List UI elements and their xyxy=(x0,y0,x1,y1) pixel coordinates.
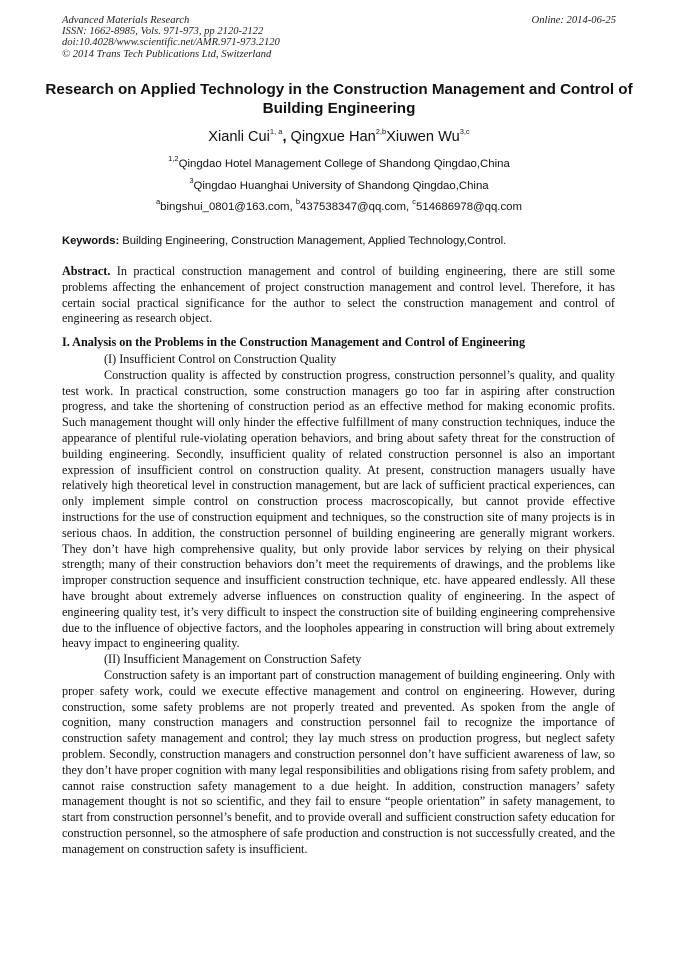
paper-title: Research on Applied Technology in the Construction Management and Control of Building Engineering xyxy=(45,81,633,117)
affiliation-sup: 3 xyxy=(189,176,194,186)
email-link[interactable]: 514686978@qq.com xyxy=(416,201,522,213)
email-sup: b xyxy=(295,197,301,207)
paragraph: Construction quality is affected by construction progress, construction personnel’s quality, and quality test work. In practical construction, some construction managers go too far in aspiring after construction progress, and take the shortening of construction period as an effective method for making economic profits. Such management thought will only hinder the effective fulfillment of many construction techniques, induce the appearance of plentiful rule-violating operation behaviors, and bring about safety threat for the construction of building engineering. Secondly, insufficient quality of related construction personnel is also an important expression of insufficient control on construction quality. At present, construction managers usually have relatively high theoretical level in construction management, but are lack of sufficient practical experiences, can only implement simple control on construction process macroscopically, but cannot provide effective instructions for the use of construction equipment and techniques, so the construction site of many projects is in serious chaos. In addition, the construction personnel of building engineering are generally migrant workers. They don’t have high comprehensive quality, but only provide labor services by relying on their physical strength; many of their construction behaviors don’t meet the requirements of drawings, and the problems like improper construction sequence and insufficient construction technique, etc. have appeared endlessly. All these have brought about extremely adverse influences on construction quality of engineering. In the aspect of engineering quality test, it’s very difficult to inspect the construction site of building engineering comprehensive due to the influence of objective factors, and the loopholes appearing in construction will bring about extremely heavy impact to engineering quality. xyxy=(62,367,615,651)
online-date: Online: 2014-06-25 xyxy=(531,15,616,26)
section-body xyxy=(62,352,615,858)
doi-line: doi:10.4028/www.scientific.net/AMR.971-973.2120 xyxy=(62,37,280,49)
abstract-text: In practical construction management and control of building engineering, there are still some problems affecting the enhancement of project construction management and control level. Therefore, it has certain social practical significance for the author to select the construction management and control of engineering as research object. xyxy=(62,264,615,326)
author-name: Xianli Cui xyxy=(208,129,270,145)
author-sup: 2,b xyxy=(375,127,387,137)
author-sup: 1, a xyxy=(269,127,283,137)
affiliation-sup: 1,2 xyxy=(168,154,179,164)
affiliation-1 xyxy=(0,154,678,171)
subsection-heading: (I) Insufficient Control on Construction Quality xyxy=(104,352,337,366)
subsection-heading: (II) Insufficient Management on Construction Safety xyxy=(104,652,362,667)
abstract xyxy=(62,264,615,327)
email-link[interactable]: bingshui_0801@163.com, xyxy=(160,201,296,213)
author-sup: 3,c xyxy=(459,127,470,137)
author-name: Xiuwen Wu xyxy=(386,129,460,145)
affiliation-text: Qingdao Hotel Management College of Shandong Qingdao,China xyxy=(178,158,510,170)
email-sup: c xyxy=(412,197,417,207)
section-heading: I. Analysis on the Problems in the Construction Management and Control of Engineering xyxy=(62,335,526,349)
author-separator: , xyxy=(282,129,291,145)
author-list xyxy=(0,128,678,146)
author-name: Qingxue Han xyxy=(290,129,376,145)
copyright-line: © 2014 Trans Tech Publications Ltd, Switzerland xyxy=(62,48,272,60)
paragraph: Construction safety is an important part of construction management of building engineering. Only with proper safety work, could we execute effective management and control on engineering. However, during construction, some safety problems are not properly treated and prevented. As spoken from the angle of cognition, many construction managers and construction personnel fail to recognize the importance of construction safety management and control; they lay much stress on production progress, but neglect safety problem. Secondly, construction managers and construction personnel don’t have sufficient awareness of law, so they don’t have proper cognition with many legal responsibilities and obligations rising from safety problem, and cannot raise construction safety management to a due height. In addition, construction managers’ safety management thought is not so scientific, and they fail to ensure “people orientation” in safety management, to start from construction personnel’s benefit, and to provide overall and sufficient construction safety education for construction personnel, so the atmosphere of safe production and construction is not successfully created, and the management on construction safety is insufficient. xyxy=(62,667,615,856)
keywords xyxy=(62,234,622,248)
affiliation-text: Qingdao Huanghai University of Shandong Qingdao,China xyxy=(193,180,489,192)
journal-header xyxy=(62,15,616,60)
email-link[interactable]: 437538347@qq.com, xyxy=(300,201,413,213)
keywords-label: Keywords: xyxy=(62,235,120,247)
email-list xyxy=(0,197,678,214)
affiliation-2 xyxy=(0,176,678,193)
issn-line: ISSN: 1662-8985, Vols. 971-973, pp 2120-2122 xyxy=(62,26,264,38)
email-sup: a xyxy=(156,197,161,207)
abstract-label: Abstract. xyxy=(62,264,111,278)
journal-name: Advanced Materials Research xyxy=(62,15,190,26)
keywords-text: Building Engineering, Construction Management, Applied Technology,Control. xyxy=(119,235,507,247)
